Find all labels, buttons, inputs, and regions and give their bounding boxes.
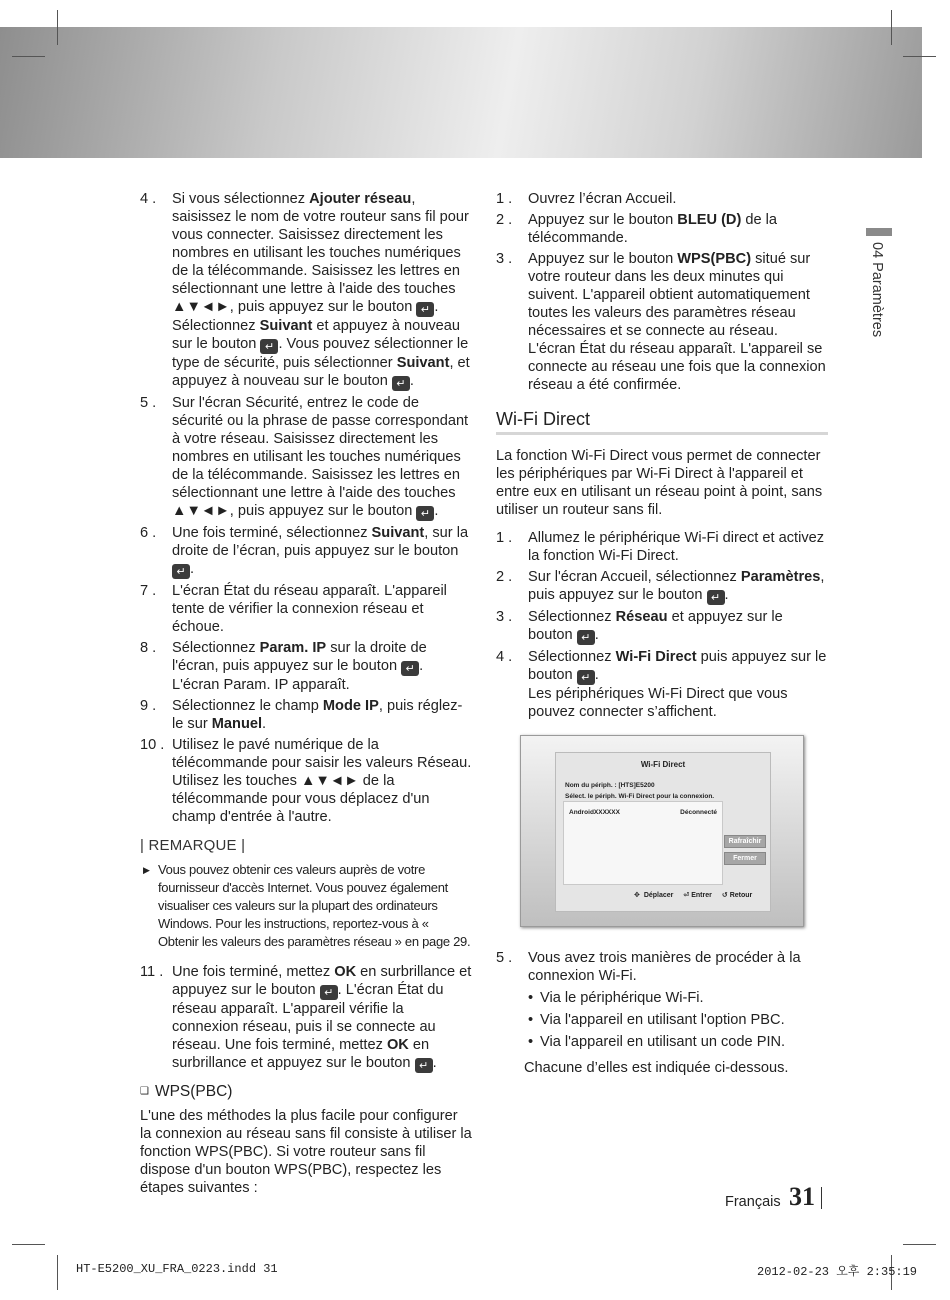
wps-steps [496,190,828,394]
bold-term: Suivant [396,355,450,371]
enter-button-icon: ↵ [392,376,410,391]
enter-button-icon: ↵ [416,302,434,317]
list-item [528,989,828,1007]
step-item [496,211,828,247]
remarque-note-text: Vous pouvez obtenir ces valeurs auprès de votre fournisseur d'accès Internet. Vous pouvez également visualiser ces valeurs sur la plupart des ordinateurs Windows. Pour les instructions, reportez-vous à « Obtenir les valeurs des paramètres réseau » en page 29. [158,862,471,949]
bullet-text: Via l'appareil en utilisant un code PIN. [540,1034,786,1050]
bold-term: Mode IP [322,698,379,714]
step-text: Si vous sélectionnez Ajouter réseau, saisissez le nom de votre routeur sans fil pour vous connecter. Saisissez directement les nombres en utilisant les touches numériques de la télécommande. Saisissez les lettres en sélectionnant une lettre à l'aide des touches ▲▼◄►, puis appuyez sur le bouton ↵ . Sélectionnez Suivant et appuyez à nouveau sur le bouton ↵ . Vous pouvez sélectionner le type de sécurité, puis sélectionner Suivant, et appuyez à nouveau sur le bouton ↵ . [172,191,470,390]
enter-button-icon: ↵ [415,1058,433,1073]
crop-mark [903,56,936,57]
bold-term: Manuel [211,716,263,732]
refresh-button[interactable]: Rafraîchir [724,835,766,848]
list-item[interactable] [564,802,722,824]
left-column [140,190,472,1207]
enter-button-icon: ↵ [172,564,190,579]
remarque-note [140,861,472,951]
nav-back: Retour [729,892,753,899]
step-text: Vous avez trois manières de procéder à la connexion Wi-Fi. [528,950,801,984]
dialog-instruction: Sélect. le périph. Wi-Fi Direct pour la connexion. [565,793,715,800]
step-text: Sélectionnez Param. IP sur la droite de l'écran, puis appuyez sur le bouton ↵ . L'écran Param. IP apparaît. [172,640,427,693]
step-item [496,529,828,565]
checkbox-square-icon: ❑ [140,1086,149,1097]
dialog-device-name: Nom du périph. : [HTS]E5200 [565,782,655,789]
step-item [496,250,828,394]
crop-mark [903,1244,936,1245]
step-number: 4 . [140,191,157,207]
bold-term: Wi-Fi Direct [615,649,697,665]
bold-term: Ajouter réseau [309,191,412,207]
step-number: 10 . [140,737,165,753]
list-item [528,1033,828,1051]
bullet-icon: • [528,1012,534,1028]
right-column [496,190,828,1077]
step-item [140,963,472,1073]
crop-mark [57,1255,58,1290]
step-text: Sélectionnez Wi-Fi Direct puis appuyez sur le bouton ↵ . Les périphériques Wi-Fi Direct que vous pouvez connecter s’affichent. [528,649,827,720]
step-number: 1 . [496,530,513,546]
step-text: Sélectionnez le champ Mode IP, puis réglez-le sur Manuel. [172,698,463,732]
step-item [140,697,472,733]
wifi-direct-dialog [555,752,771,912]
wps-paragraph: L'une des méthodes la plus facile pour configurer la connexion au réseau sans fil consiste à utiliser la fonction WPS(PBC). Si votre routeur sans fil dispose d'un bouton WPS(PBC), respectez les étapes suivantes : [140,1108,472,1196]
wps-heading [140,1083,472,1101]
step-item [496,568,828,605]
enter-button-icon: ↵ [577,670,595,685]
bold-term: OK [334,964,357,980]
return-icon: ↺ [721,892,728,899]
step-item [496,608,828,645]
step-number: 6 . [140,525,157,541]
step-text: Utilisez le pavé numérique de la télécommande pour saisir les valeurs Réseau. Utilisez les touches ▲▼◄► de la télécommande pour vous déplacez d'un champ d'entrée à l'autre. [172,737,472,825]
step-number: 2 . [496,212,513,228]
step-text: Sur l'écran Sécurité, entrez le code de sécurité ou la phrase de passe correspondant à votre réseau. Saisissez directement les nombres en utilisant les touches numériques de la télécommande. Saisissez les lettres en sélectionnant une lettre à l'aide des touches ▲▼◄►, puis appuyez sur le bouton ↵ . [172,395,469,520]
bold-term: OK [386,1037,409,1053]
device-status: Déconnecté [680,809,717,816]
wifi-direct-paragraph: La fonction Wi-Fi Direct vous permet de connecter les périphériques par Wi-Fi Direct à l'appareil et entre eux en utilisant un réseau point à point, sans utiliser un routeur sans fil. [496,448,823,518]
step-item [140,190,472,391]
print-filename: HT-E5200_XU_FRA_0223.indd 31 [76,1262,278,1276]
step-number: 5 . [496,950,513,966]
left-steps [140,190,472,826]
bullet-text: Via le périphérique Wi-Fi. [540,990,704,1006]
enter-button-icon: ↵ [416,506,434,521]
crop-mark [12,1244,45,1245]
bold-term: BLEU (D) [677,212,742,228]
device-list [563,801,723,885]
step-item [140,394,472,521]
chapter-label: 04 Paramètres [869,242,885,338]
bullet-text: Via l'appareil en utilisant l'option PBC. [540,1012,785,1028]
step-number: 9 . [140,698,157,714]
footer-language: Français [725,1194,781,1210]
enter-button-icon: ↵ [577,630,595,645]
bold-term: Param. IP [259,640,327,656]
step-item [140,524,472,579]
step-number: 4 . [496,649,513,665]
bold-term: Suivant [371,525,425,541]
step-item [140,639,472,694]
bold-term: WPS(PBC) [677,251,752,267]
step-number: 8 . [140,640,157,656]
nav-move: Déplacer [643,892,674,899]
enter-button-icon: ↵ [401,661,419,676]
step-item [140,582,472,636]
step-text: Appuyez sur le bouton WPS(PBC) situé sur votre routeur dans les deux minutes qui suivent. L'appareil obtient automatiquement toutes les valeurs des paramètres réseau nécessaires et se connecte au réseau. L'écran État du réseau apparaît. L'appareil se connecte au réseau une fois que la connexion réseau a été confirmée. [528,251,826,393]
step-text: L'écran État du réseau apparaît. L'appareil tente de vérifier la connexion réseau et échoue. [172,583,447,635]
section-title-wifi-direct: Wi-Fi Direct [496,410,828,435]
left-steps-continued [140,963,472,1073]
enter-button-icon: ↵ [260,339,278,354]
bold-term: Paramètres [740,569,821,585]
device-name: AndroidXXXXXX [569,809,620,816]
step-text: Sélectionnez Réseau et appuyez sur le bouton ↵ . [528,609,783,644]
closing-text: Chacune d’elles est indiquée ci-dessous. [524,1060,789,1076]
step-text: Appuyez sur le bouton BLEU (D) de la télécommande. [528,212,778,246]
nav-enter: Entrer [691,892,712,899]
enter-button-icon: ↵ [320,985,338,1000]
side-tab-bar [866,228,892,236]
step-number: 2 . [496,569,513,585]
step-number: 7 . [140,583,157,599]
bold-term: Réseau [615,609,668,625]
dialog-title: Wi-Fi Direct [640,760,686,769]
step-text: Une fois terminé, mettez OK en surbrillance et appuyez sur le bouton ↵ . L'écran État du réseau apparaît. L'appareil vérifie la connexion réseau, puis il se connecte au réseau. Une fois terminé, mettez OK en surbrillance et appuyez sur le bouton ↵ . [172,964,472,1072]
enter-button-icon: ↵ [707,590,725,605]
wifi-direct-screenshot [520,735,804,927]
dialog-nav-hints [626,887,752,905]
step-item [496,648,828,721]
step-number: 1 . [496,191,513,207]
bullet-icon: • [528,990,534,1006]
crop-mark [12,56,45,57]
bold-term: Suivant [259,318,313,334]
list-item [528,1011,828,1029]
page-divider [821,1187,822,1209]
bullet-icon: • [528,1034,534,1050]
step-text: Ouvrez l’écran Accueil. [528,191,677,207]
step-number: 11 . [140,964,164,980]
wps-title: WPS(PBC) [154,1083,233,1100]
step-number: 3 . [496,251,513,267]
step-number: 3 . [496,609,513,625]
step-number: 5 . [140,395,157,411]
triangle-right-icon: ▶ [143,865,150,875]
header-band [0,27,922,158]
crop-mark [891,10,892,45]
step-item [140,736,472,826]
chapter-side-tab [866,228,892,358]
wifi-direct-step-5 [496,949,828,985]
crop-mark [57,10,58,45]
step-text: Allumez le périphérique Wi-Fi direct et activez la fonction Wi-Fi Direct. [528,530,825,564]
page-number: 31 [789,1182,815,1211]
wifi-direct-steps [496,529,828,721]
step-item [496,949,828,985]
remarque-title: | REMARQUE | [140,837,246,854]
step-text: Une fois terminé, sélectionnez Suivant, sur la droite de l’écran, puis appuyez sur le bouton ↵ . [172,525,469,578]
enter-icon: ⏎ [683,892,690,899]
close-button[interactable]: Fermer [724,852,766,865]
connection-methods-list [528,989,828,1051]
step-text: Sur l'écran Accueil, sélectionnez Paramètres, puis appuyez sur le bouton ↵ . [528,569,825,604]
print-timestamp: 2012-02-23 오후 2:35:19 [757,1265,918,1279]
move-arrows-icon: ✥ [634,892,640,899]
step-item [496,190,828,208]
